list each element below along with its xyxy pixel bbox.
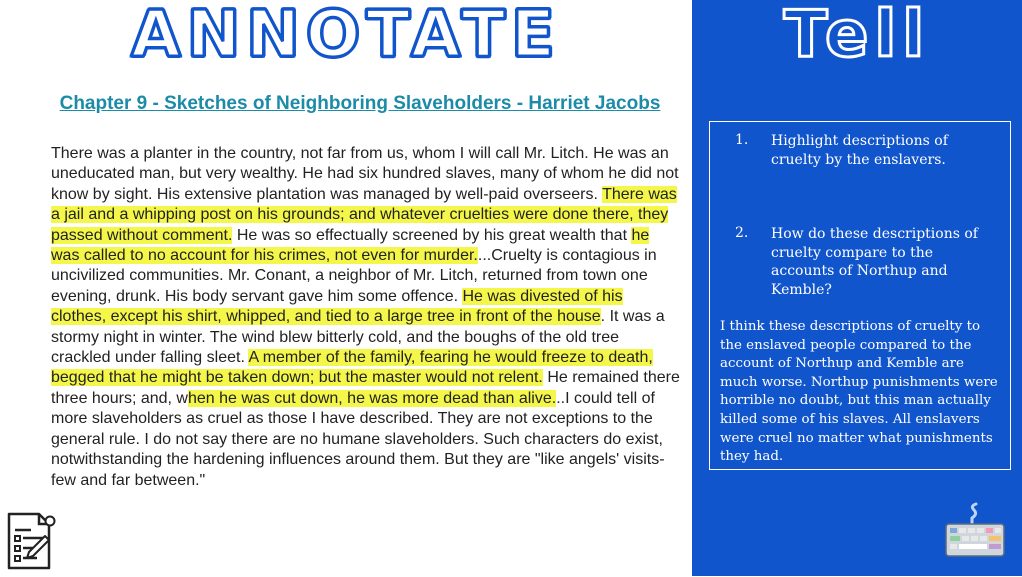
question-1-number: 1. — [735, 132, 749, 148]
passage-segment: He remained there three hours; and, w — [51, 369, 680, 407]
passage-segment: ...Cruelty is contagious in uncivilized communities. Mr. Conant, a neighbor of Mr. Litch, returned from town one evening, drunk. His body servant gave him some offence. — [51, 247, 657, 305]
highlighted-segment: hen he was cut down, he was more dead than alive. — [187, 389, 557, 407]
tell-title: Tell — [783, 0, 931, 72]
chapter-title-link[interactable]: Chapter 9 - Sketches of Neighboring Slaveholders - Harriet Jacobs — [59, 93, 661, 114]
highlighted-segment: he was called to no account for his crimes, not even for murder. — [51, 226, 650, 265]
passage-text[interactable] — [51, 144, 681, 491]
annotate-title: ANNOTATE — [131, 0, 561, 72]
document-checklist-icon — [5, 508, 57, 572]
passage-segment: He was so effectually screened by his great wealth that — [232, 226, 632, 244]
highlighted-segment: There was a jail and a whipping post on his grounds; and whatever cruelties were done there, they passed without comment. — [51, 185, 677, 244]
keyboard-icon[interactable] — [940, 500, 1010, 560]
question-2-text: How do these descriptions of cruelty compare to the accounts of Northup and Kemble? — [771, 226, 978, 298]
highlighted-segment: He was divested of his clothes, except his shirt, whipped, and tied to a large tree in front of the house — [51, 287, 623, 326]
passage-segment: There was a planter in the country, not far from us, whom I will call Mr. Litch. He was an uneducated man, but very wealthy. He had six hundred slaves, many of whom he did not know by sight. His extensive plantation was managed by well-paid overseers. — [51, 145, 679, 203]
passage-segment: ..I could tell of more slaveholders as cruel as those I have described. They are not exceptions to the general rule. I do not say there are no humane slaveholders. Such characters do exist, notwithstanding the hardening influences around them. But they are "like angels' visits-few and far between." — [51, 389, 665, 489]
highlighted-segment: A member of the family, fearing he would freeze to death, begged that he might be taken down; but the master would not relent. — [51, 349, 653, 387]
passage-segment: . It was a stormy night in winter. The wind blew bitterly cold, and the boughs of the old tree crackled under falling sleet. — [51, 308, 665, 367]
student-answer-text[interactable]: I think these descriptions of cruelty to the enslaved people compared to the account of Northup and Kemble are much worse. Northup punishments were horrible no doubt, but this man actually killed some of his slaves. All enslavers were cruel no matter what punishments they had. — [720, 319, 998, 465]
question-1-text: Highlight descriptions of cruelty by the enslavers. — [771, 133, 948, 168]
question-2-number: 2. — [735, 225, 749, 241]
